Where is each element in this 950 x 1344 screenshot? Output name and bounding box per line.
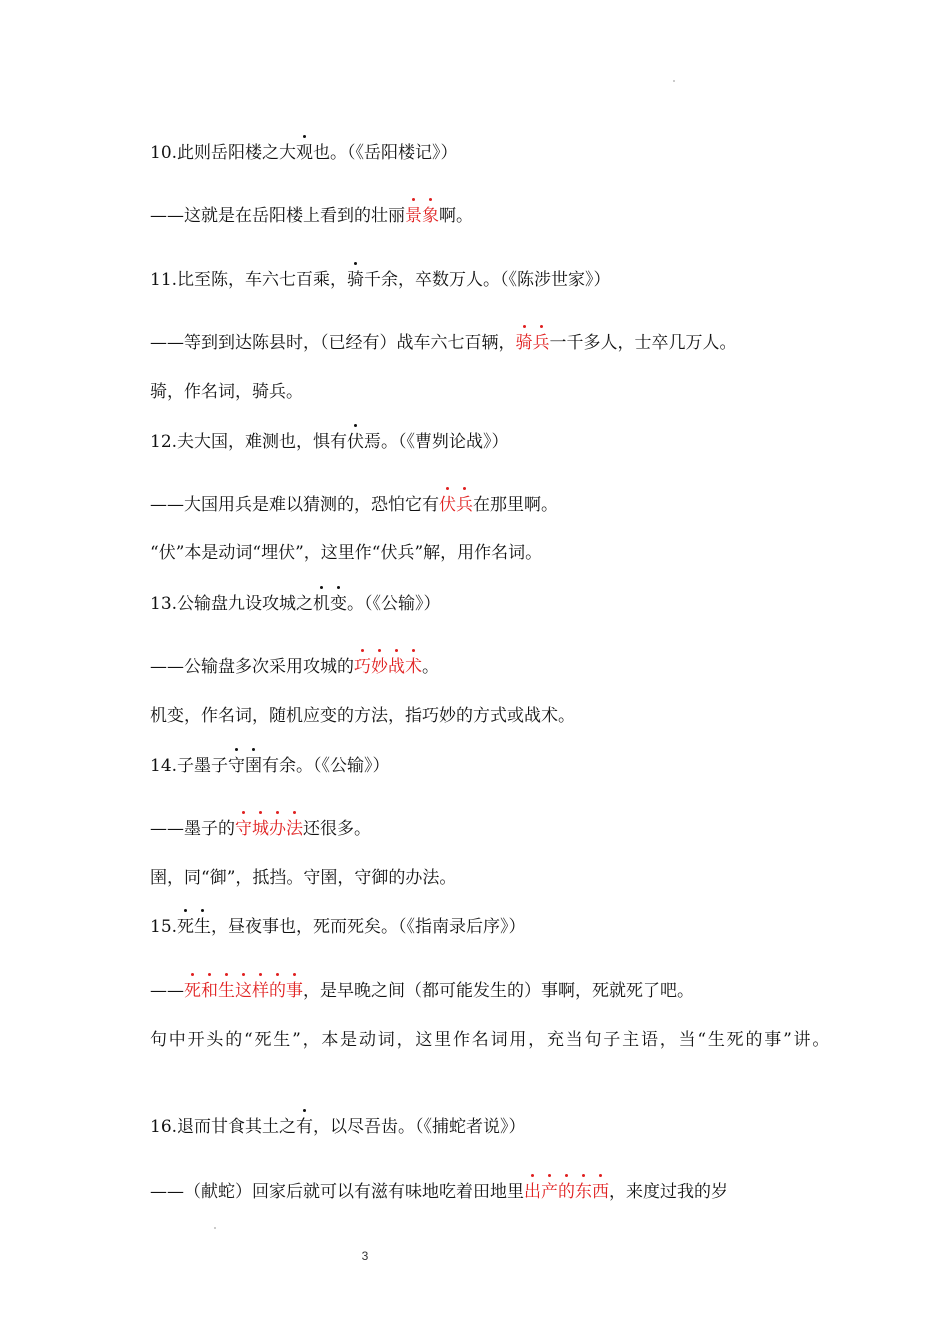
emphasis-char: 产 xyxy=(541,1182,558,1202)
highlight-text xyxy=(516,333,550,353)
highlight-text xyxy=(405,206,439,226)
emphasis-char: 城 xyxy=(252,819,269,839)
emphasis-char: 死 xyxy=(184,981,201,1001)
emphasis-char: 东 xyxy=(575,1182,592,1202)
scan-speck xyxy=(673,80,675,82)
source-sentence-11: 11.比至陈，车六七百乘，骑千余，卒数万人。（《陈涉世家》） xyxy=(150,270,611,290)
source-sentence-16: 16.退而甘食其土之有，以尽吾齿。（《捕蛇者说》） xyxy=(150,1117,526,1137)
translation-15: ——死和生这样的事，是早晚之间（都可能发生的）事啊，死就死了吧。 xyxy=(150,981,694,1001)
translation-13: ——公输盘多次采用攻城的巧妙战术。 xyxy=(150,657,439,677)
emphasis-text xyxy=(313,594,347,614)
emphasis-char: 样 xyxy=(252,981,269,1001)
emphasis-char: 伏 xyxy=(439,495,456,515)
emphasis-char: 骑 xyxy=(347,270,365,290)
emphasis-char: 西 xyxy=(592,1182,609,1202)
emphasis-char: 兵 xyxy=(456,495,473,515)
emphasis-char: 机 xyxy=(313,594,331,614)
emphasis-char: 的 xyxy=(558,1182,575,1202)
emphasis-text xyxy=(228,756,262,776)
emphasis-char: 办 xyxy=(269,819,286,839)
translation-10: ——这就是在岳阳楼上看到的壮丽景象啊。 xyxy=(150,206,473,226)
emphasis-char: 伏 xyxy=(347,432,365,452)
emphasis-char: 术 xyxy=(405,657,422,677)
emphasis-char: 妙 xyxy=(371,657,388,677)
emphasis-char: 生 xyxy=(194,917,212,937)
note-15: 句中开头的“死生”，本是动词，这里作名词用，充当句子主语，当“生死的事”讲。 xyxy=(150,1030,832,1050)
note-13: 机变，作名词，随机应变的方法，指巧妙的方式或战术。 xyxy=(150,706,575,726)
highlight-text xyxy=(439,495,473,515)
highlight-text xyxy=(235,819,303,839)
emphasis-char: 出 xyxy=(524,1182,541,1202)
translation-12: ——大国用兵是难以猜测的，恐怕它有伏兵在那里啊。 xyxy=(150,495,558,515)
emphasis-char: 兵 xyxy=(532,333,550,353)
emphasis-char: 死 xyxy=(177,917,195,937)
highlight-text xyxy=(184,981,303,1001)
note-11: 骑，作名词，骑兵。 xyxy=(150,382,303,402)
emphasis-char: 这 xyxy=(235,981,252,1001)
emphasis-char: 守 xyxy=(235,819,252,839)
source-sentence-10: 10.此则岳阳楼之大观也。（《岳阳楼记》） xyxy=(150,143,458,163)
emphasis-char: 事 xyxy=(286,981,303,1001)
emphasis-char: 和 xyxy=(201,981,218,1001)
emphasis-char: 景 xyxy=(405,206,422,226)
emphasis-char: 有 xyxy=(296,1117,314,1137)
emphasis-char: 巧 xyxy=(354,657,371,677)
emphasis-char: 变 xyxy=(330,594,348,614)
emphasis-char: 守 xyxy=(228,756,246,776)
highlight-text xyxy=(524,1182,609,1202)
emphasis-text xyxy=(177,917,211,937)
emphasis-char: 骑 xyxy=(515,333,533,353)
emphasis-char: 的 xyxy=(269,981,286,1001)
emphasis-text xyxy=(347,270,364,290)
emphasis-char: 象 xyxy=(422,206,439,226)
source-sentence-12: 12.夫大国，难测也，惧有伏焉。（《曹刿论战》） xyxy=(150,432,509,452)
emphasis-char: 观 xyxy=(296,143,314,163)
emphasis-text xyxy=(347,432,364,452)
note-12: “伏”本是动词“埋伏”，这里作“伏兵”解，用作名词。 xyxy=(150,543,543,563)
emphasis-text xyxy=(296,143,313,163)
translation-11: ——等到到达陈县时，（已经有）战车六七百辆，骑兵一千多人，士卒几万人。 xyxy=(150,333,737,353)
page-number: 3 xyxy=(361,1249,369,1263)
source-sentence-14: 14.子墨子守圉有余。（《公输》） xyxy=(150,756,390,776)
emphasis-char: 生 xyxy=(218,981,235,1001)
emphasis-char: 战 xyxy=(388,657,405,677)
highlight-text xyxy=(354,657,422,677)
note-14: 圉，同“御”，抵挡。守圉，守御的办法。 xyxy=(150,868,457,888)
translation-14: ——墨子的守城办法还很多。 xyxy=(150,819,371,839)
emphasis-char: 圉 xyxy=(245,756,263,776)
source-sentence-13: 13.公输盘九设攻城之机变。（《公输》） xyxy=(150,594,441,614)
source-sentence-15: 15.死生，昼夜事也，死而死矣。（《指南录后序》） xyxy=(150,917,526,937)
scan-speck xyxy=(214,1227,216,1229)
emphasis-char: 法 xyxy=(286,819,303,839)
translation-16: ——（献蛇）回家后就可以有滋有味地吃着田地里出产的东西，来度过我的岁 xyxy=(150,1182,728,1202)
emphasis-text xyxy=(296,1117,313,1137)
